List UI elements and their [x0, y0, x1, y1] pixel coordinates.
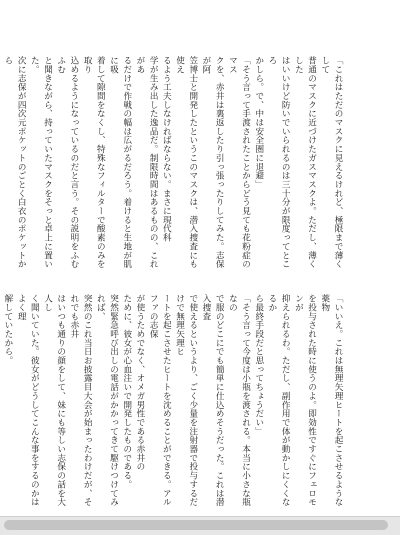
scrollbar-thumb[interactable]	[4, 520, 388, 530]
text-block-lower: 「いいえ。これは無理矢理ヒートを起こさせるような薬物 を投与された時に使うのよ。即効性ですぐにフェロモンが 抑えられるわ。ただし、副作用で体が動かしにくくなるか ら最終手段だと思ってちょうだい」 「そう言って今度は小瓶を渡される。本当に小さな瓶なの で服のどこにでも簡単に仕込めそうだった。これは潜入捜査 で使えるというより、ごく少量を注射器で投与するだけで無理矢理ヒ ートを起こさせたヒートを沈めることができる。アルファの志保 が使うためでなく、オメガ男性である赤井の ために、彼女が心血注いで開発したものである。 突然緊急呼び出しの電話がかかってきて駆けつけてみれば、 突然のこれ当日お披露目大会が始まったわけだが、それでも赤井 はいつも通りの顔をして、妹にも等しい志保の話を大人し く聞いていた。彼女がどうしてこんな事をするのかはよく理 解していたから。	[2, 294, 343, 507]
text-block-upper: 「これはただのマスクに見えるけれど、極限まで薄くして 普通のマスクに近づけたガスマスクよ。ただし、薄くした はいいけど防いでいられるのは三十分が限度ってところ かしら。で、中は安全圏に退避」 「そう言って手渡されたことからどう見ても花粉症のマス クを、赤井は裏返したり引っ張ったりしてみた。志保が阿 笠博士と開発したというこのマスクは、潜入捜査にも使え るよう工夫しなければならない。まさに現代科 学が生み出した逸品だ。制限時間はあるものの、これがあ るだけで作戦の幅は広がるだろう。着けると生地が肌に吸 着して隙間をなくし、特殊なフィルターで酸素のみを取り 込めるようになっているのだと言う。その説明をふむふむ と聞きながら、持っていたマスクをそっと卓上に置いた。 次に志保が四次元ポケットのごとく白衣のポケットから	[2, 56, 343, 269]
